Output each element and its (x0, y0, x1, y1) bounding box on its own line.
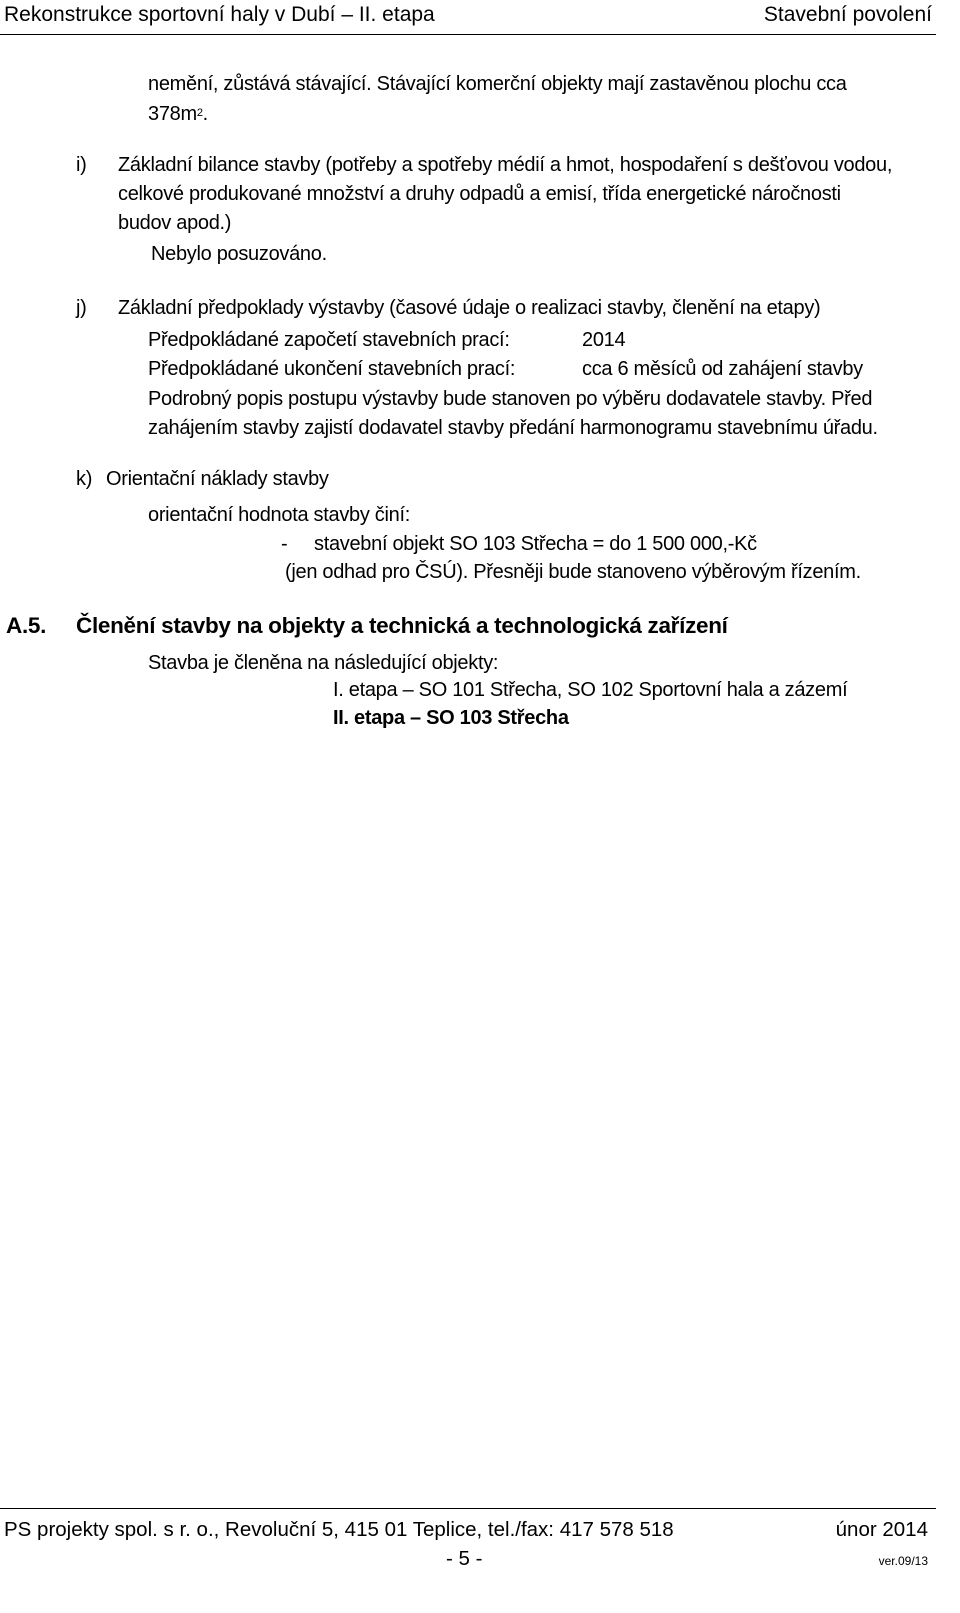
section-a5-intro: Stavba je členěna na následující objekty: (148, 652, 499, 674)
header-rule (0, 34, 936, 35)
start-value: 2014 (582, 329, 626, 351)
section-i-label: i) (76, 154, 87, 176)
section-j-label: j) (76, 297, 87, 319)
footer-date: únor 2014 (835, 1518, 928, 1541)
page-number: - 5 - (446, 1547, 483, 1570)
stage-1: I. etapa – SO 101 Střecha, SO 102 Sportovní hala a zázemí (333, 679, 848, 701)
section-k-item: stavební objekt SO 103 Střecha = do 1 500 000,-Kč (314, 533, 757, 555)
section-title: Členění stavby na objekty a technická a technologická zařízení (76, 613, 728, 638)
section-k-sub: orientační hodnota stavby činí: (148, 504, 410, 526)
footer-company: PS projekty spol. s r. o., Revoluční 5, 415 01 Teplice, tel./fax: 417 578 518 (4, 1518, 674, 1541)
section-k-note: (jen odhad pro ČSÚ). Přesněji bude stanoveno výběrovým řízením. (285, 561, 861, 583)
section-j-desc-1: Podrobný popis postupu výstavby bude stanoven po výběru dodavatele stavby. Před (148, 388, 873, 410)
section-k-heading: Orientační náklady stavby (106, 468, 329, 490)
stage-2: II. etapa – SO 103 Střecha (333, 707, 569, 729)
start-label: Předpokládané započetí stavebních prací: (148, 329, 510, 351)
item-dash: - (281, 533, 288, 555)
section-k-label: k) (76, 468, 93, 490)
intro-line-1: nemění, zůstává stávající. Stávající komerční objekty mají zastavěnou plochu cca (148, 73, 847, 95)
section-j-heading: Základní předpoklady výstavby (časové údaje o realizaci stavby, členění na etapy) (118, 297, 821, 319)
header-doc-type: Stavební povolení (763, 3, 932, 26)
header-title: Rekonstrukce sportovní haly v Dubí – II. etapa (4, 3, 435, 26)
section-i-line-1: Základní bilance stavby (potřeby a spotřeby médií a hmot, hospodaření s dešťovou vodou, (118, 154, 893, 176)
footer-version: ver.09/13 (878, 1554, 928, 1568)
section-i-line-2: celkové produkované množství a druhy odpadů a emisí, třída energetické náročnosti (118, 183, 841, 205)
section-i-line-3: budov apod.) (118, 212, 232, 234)
footer-rule (0, 1508, 936, 1509)
end-label: Předpokládané ukončení stavebních prací: (148, 358, 516, 380)
superscript: 2 (196, 107, 203, 119)
section-number: A.5. (6, 613, 47, 638)
end-value: cca 6 měsíců od zahájení stavby (582, 358, 863, 380)
intro-line-2: $378m^2$. (148, 103, 208, 125)
section-j-desc-2: zahájením stavby zajistí dodavatel stavby předání harmonogramu stavebnímu úřadu. (148, 417, 878, 439)
section-i-answer: Nebylo posuzováno. (151, 243, 327, 265)
